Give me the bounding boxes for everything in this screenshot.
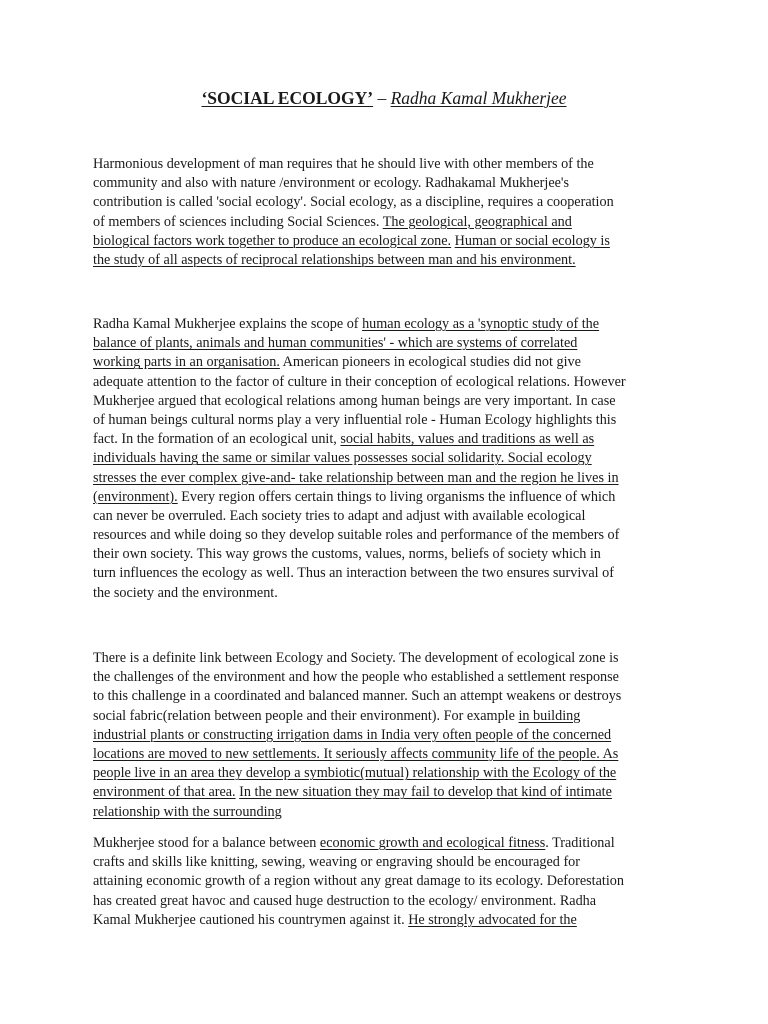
text-segment: has created great havoc and caused huge destruction to the ecology/ environment. Radha <box>93 892 597 909</box>
underlined-text: The geological, geographical and <box>382 213 572 230</box>
text-segment: adequate attention to the factor of culture in their conception of ecological relations. However <box>93 373 626 390</box>
underlined-text: social habits, values and traditions as well as <box>340 431 595 448</box>
underlined-text: environment of that area. <box>93 784 236 801</box>
text-segment: Harmonious development of man requires that he should live with other members of the <box>93 156 594 172</box>
text-segment: Radha Kamal Mukherjee explains the scope of <box>93 316 363 332</box>
text-segment: their own society. This way grows the customs, values, norms, beliefs of society which in <box>93 546 601 563</box>
text-line <box>93 853 693 872</box>
underlined-text: economic growth and ecological fitness <box>319 835 546 851</box>
text-line <box>93 745 693 764</box>
text-segment: contribution is called 'social ecology'. Social ecology, as a discipline, requires a cooperation <box>93 194 614 211</box>
title-separator: – <box>373 88 391 108</box>
underlined-text: in building <box>518 707 581 724</box>
text-segment: of human beings cultural norms play a very influential role - Human Ecology highlights this <box>93 411 617 428</box>
text-line <box>93 892 693 911</box>
text-segment: turn influences the ecology as well. Thus an interaction between the two ensures survival of <box>93 565 614 582</box>
underlined-text: working parts in an organisation. <box>93 354 280 371</box>
text-segment: There is a definite link between Ecology and Society. The development of ecological zone is <box>93 650 619 666</box>
text-line <box>93 911 693 930</box>
title-main: ‘SOCIAL ECOLOGY’ <box>201 88 374 108</box>
text-line <box>93 193 693 212</box>
underlined-text: the study of all aspects of reciprocal relationships between man and his environment. <box>93 251 576 268</box>
text-line <box>93 649 693 668</box>
text-segment: Mukherjee argued that ecological relations among human beings are very important. In case <box>93 392 616 409</box>
underlined-text: stresses the ever complex give-and- take relationship between man and the region he lives in <box>93 469 619 486</box>
underlined-text: human ecology as a 'synoptic study of the <box>362 316 600 332</box>
text-line <box>93 707 693 726</box>
text-line <box>93 353 693 372</box>
underlined-text: (environment). <box>93 488 178 505</box>
underlined-text: He strongly advocated for the <box>408 911 577 928</box>
text-line <box>93 687 693 706</box>
underlined-text: balance of plants, animals and human communities' - which are systems of correlated <box>93 335 578 352</box>
text-line <box>93 584 693 603</box>
text-line <box>93 449 693 468</box>
text-line <box>93 783 693 802</box>
text-segment: of members of sciences including Social Sciences. <box>93 213 383 230</box>
underlined-text: individuals having the same or similar values possesses social solidarity. Social ecology <box>93 450 592 467</box>
text-line <box>93 507 693 526</box>
paragraph-definition <box>93 155 693 270</box>
text-line <box>93 564 693 583</box>
text-segment: Kamal Mukherjee cautioned his countrymen against it. <box>93 911 409 928</box>
underlined-text: locations are moved to new settlements. It seriously affects community life of the people. As <box>93 745 619 762</box>
text-segment: American pioneers in ecological studies did not give <box>279 354 581 371</box>
title-author: Radha Kamal Mukherjee <box>390 88 567 108</box>
text-line <box>93 174 693 193</box>
text-line <box>93 392 693 411</box>
text-line <box>93 334 693 353</box>
text-line <box>93 232 693 251</box>
text-line <box>93 545 693 564</box>
text-segment: attaining economic growth of a region without any great damage to its ecology. Deforestation <box>93 873 624 890</box>
text-segment: Every region offers certain things to living organisms the influence of which <box>177 488 616 505</box>
text-line <box>93 488 693 507</box>
text-segment: community and also with nature /environment or ecology. Radhakamal Mukherjee's <box>93 175 570 192</box>
text-line <box>93 803 693 822</box>
text-line <box>93 526 693 545</box>
underlined-text: people live in an area they develop a symbiotic(mutual) relationship with the Ecology of the <box>93 765 617 782</box>
text-line <box>93 469 693 488</box>
text-segment: fact. In the formation of an ecological unit, <box>93 431 341 448</box>
underlined-text: industrial plants or constructing irrigation dams in India very often people of the concerned <box>93 726 612 743</box>
text-line <box>93 315 693 334</box>
text-segment: resources and while doing so they develop suitable roles and performance of the members of <box>93 527 620 544</box>
text-segment: the challenges of the environment and how the people who established a settlement response <box>93 669 619 686</box>
text-segment: can never be overruled. Each society tries to adapt and adjust with available ecological <box>93 507 586 524</box>
paragraph-scope <box>93 315 693 603</box>
document-title <box>0 87 768 109</box>
paragraph-ecology-society-link <box>93 649 693 822</box>
text-line <box>93 872 693 891</box>
text-segment: crafts and skills like knitting, sewing, weaving or engraving should be encouraged for <box>93 854 580 871</box>
underlined-text: biological factors work together to produce an ecological zone. <box>93 232 452 249</box>
text-line <box>93 373 693 392</box>
text-line <box>93 430 693 449</box>
text-line <box>93 726 693 745</box>
underlined-text: In the new situation they may fail to develop that kind of intimate <box>239 784 612 801</box>
text-line <box>93 834 693 853</box>
text-line <box>93 411 693 430</box>
text-line <box>93 213 693 232</box>
text-line <box>93 155 693 174</box>
text-segment: to this challenge in a coordinated and balanced manner. Such an attempt weakens or destroys <box>93 688 622 705</box>
text-segment: . Traditional <box>545 835 615 851</box>
text-line <box>93 668 693 687</box>
text-segment: the society and the environment. <box>93 584 278 601</box>
underlined-text: relationship with the surrounding <box>93 803 282 820</box>
text-segment: social fabric(relation between people and their environment). For example <box>93 707 519 724</box>
paragraph-balance <box>93 834 693 930</box>
text-line <box>93 764 693 783</box>
underlined-text: Human or social ecology is <box>454 232 610 249</box>
text-segment: Mukherjee stood for a balance between <box>93 835 320 851</box>
text-line <box>93 251 693 270</box>
